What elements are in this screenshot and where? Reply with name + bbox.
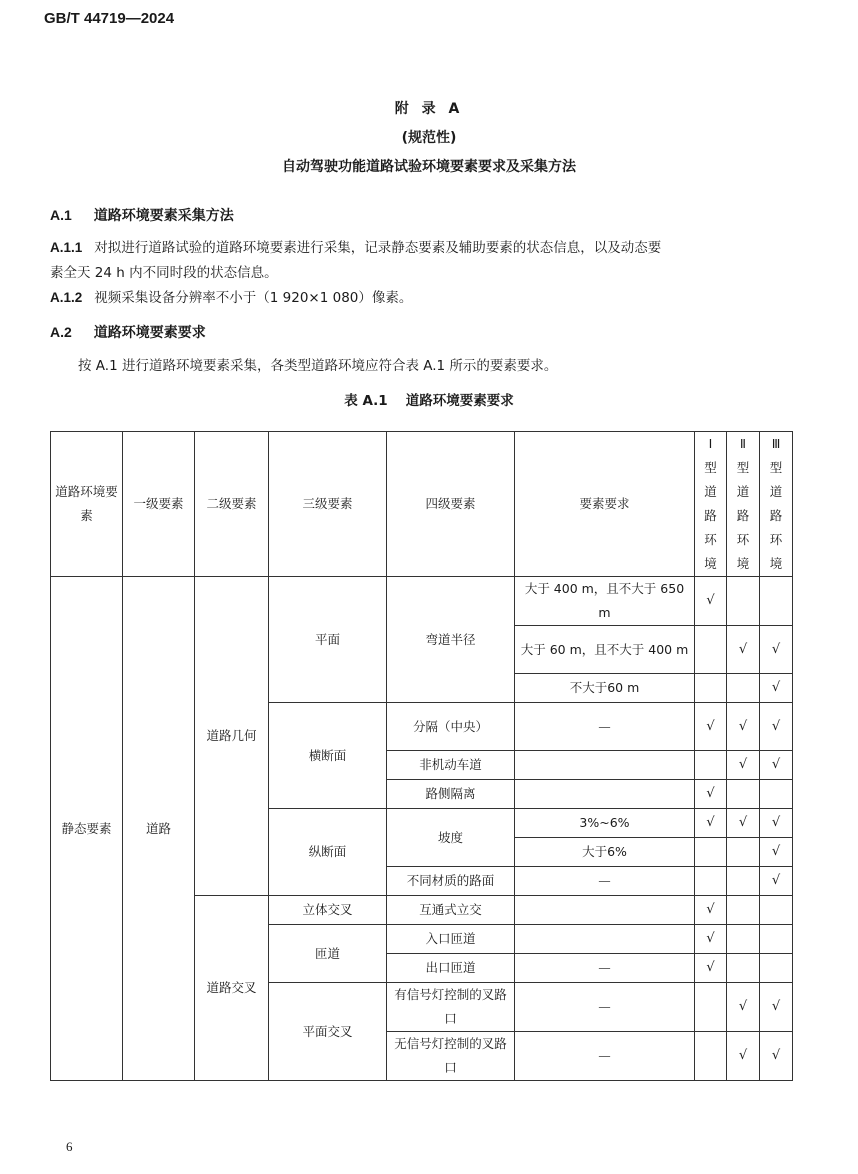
cell-signal-intersection: 有信号灯控制的叉路口 (387, 983, 515, 1032)
clause-number: A.1.1 (50, 240, 83, 255)
cell-dash: — (515, 954, 695, 983)
cell-longitudinal-section: 纵断面 (269, 809, 387, 896)
cell-entry-ramp: 入口匝道 (387, 925, 515, 954)
cell-grade-separation: 立体交叉 (269, 896, 387, 925)
section-a2-heading (50, 322, 206, 342)
cell-req-r2: 大于 60 m，且不大于 400 m (515, 626, 695, 674)
cell-dash: — (515, 1032, 695, 1081)
cell-non-motor-lane: 非机动车道 (387, 751, 515, 780)
header-type3-label: Ⅲ型道路环境 (769, 436, 783, 571)
cell-plane: 平面 (269, 577, 387, 703)
check-mark: √ (760, 1032, 793, 1081)
cell-at-grade: 平面交叉 (269, 983, 387, 1081)
cell-surface-material: 不同材质的路面 (387, 867, 515, 896)
check-mark: √ (727, 703, 760, 751)
cell-dash: — (515, 703, 695, 751)
header-type1-label: Ⅰ型道路环境 (704, 436, 717, 571)
road-environment-table (50, 431, 793, 1081)
check-mark: √ (760, 674, 793, 703)
check-mark: √ (760, 809, 793, 838)
check-mark: √ (760, 626, 793, 674)
check-mark: √ (760, 703, 793, 751)
header-env: 道路环境要素 (51, 432, 123, 577)
appendix-nature: (规范性) (401, 130, 457, 146)
check-mark: √ (727, 751, 760, 780)
table-number: 表 A.1 (344, 393, 388, 409)
cell-exit-ramp: 出口匝道 (387, 954, 515, 983)
cell-dash: — (515, 867, 695, 896)
cell-slope: 坡度 (387, 809, 515, 867)
header-level2: 二级要素 (195, 432, 269, 577)
cell-req-r1: 大于 400 m，且不大于 650 m (515, 577, 695, 626)
cell-road-junction: 道路交叉 (195, 896, 269, 1081)
appendix-subject: 自动驾驶功能道路试验环境要素要求及采集方法 (282, 159, 576, 175)
clause-text: 对拟进行道路试验的道路环境要素进行采集，记录静态要素及辅助要素的状态信息，以及动态要 (94, 240, 662, 256)
standard-number: GB/T 44719—2024 (44, 10, 175, 27)
table-caption (0, 389, 858, 409)
check-mark: √ (695, 809, 727, 838)
clause-number: A.1.2 (50, 290, 83, 305)
clause-a11-line2: 素全天 24 h 内不同时段的状态信息。 (50, 265, 278, 281)
check-mark: √ (760, 867, 793, 896)
cell-slope-over: 大于6% (515, 838, 695, 867)
check-mark: √ (695, 703, 727, 751)
clause-text: 视频采集设备分辨率不小于（1 920×1 080）像素。 (94, 290, 413, 306)
header-type2-label: Ⅱ型道路环境 (736, 436, 750, 571)
cell-roadside-separation: 路侧隔离 (387, 780, 515, 809)
header-type1 (695, 432, 727, 577)
cell-cross-section: 横断面 (269, 703, 387, 809)
header-level3: 三级要素 (269, 432, 387, 577)
header-type2 (727, 432, 760, 577)
cell-level1: 道路 (123, 577, 195, 1081)
check-mark: √ (695, 925, 727, 954)
cell-req-r3: 不大于60 m (515, 674, 695, 703)
check-mark: √ (695, 896, 727, 925)
section-a2-intro: 按 A.1 进行道路环境要素采集，各类型道路环境应符合表 A.1 所示的要素要求。 (78, 358, 558, 374)
header-type3 (760, 432, 793, 577)
clause-a12 (50, 286, 412, 306)
header-requirement: 要素要求 (515, 432, 695, 577)
section-number: A.1 (50, 207, 72, 223)
check-mark: √ (727, 1032, 760, 1081)
cell-ramp: 匝道 (269, 925, 387, 983)
section-title: 道路环境要素要求 (93, 325, 206, 341)
cell-dash: — (515, 983, 695, 1032)
check-mark: √ (695, 780, 727, 809)
cell-divider: 分隔（中央） (387, 703, 515, 751)
cell-curve-radius: 弯道半径 (387, 577, 515, 703)
table-title: 道路环境要素要求 (405, 393, 514, 409)
appendix-title: 附 录 A (394, 101, 464, 117)
check-mark: √ (727, 983, 760, 1032)
check-mark: √ (695, 954, 727, 983)
section-number: A.2 (50, 324, 72, 340)
cell-interchange: 互通式立交 (387, 896, 515, 925)
clause-a11-line1 (50, 236, 661, 256)
section-title: 道路环境要素采集方法 (93, 208, 234, 224)
cell-env: 静态要素 (51, 577, 123, 1081)
check-mark: √ (760, 983, 793, 1032)
check-mark: √ (727, 809, 760, 838)
check-mark: √ (760, 838, 793, 867)
header-level1: 一级要素 (123, 432, 195, 577)
header-level4: 四级要素 (387, 432, 515, 577)
page-number: 6 (66, 1139, 73, 1154)
check-mark: √ (727, 626, 760, 674)
cell-road-geometry: 道路几何 (195, 577, 269, 896)
check-mark: √ (695, 577, 727, 626)
cell-nosignal-intersection: 无信号灯控制的叉路口 (387, 1032, 515, 1081)
cell-slope-range: 3%~6% (515, 809, 695, 838)
check-mark: √ (760, 751, 793, 780)
section-a1-heading (50, 205, 234, 225)
